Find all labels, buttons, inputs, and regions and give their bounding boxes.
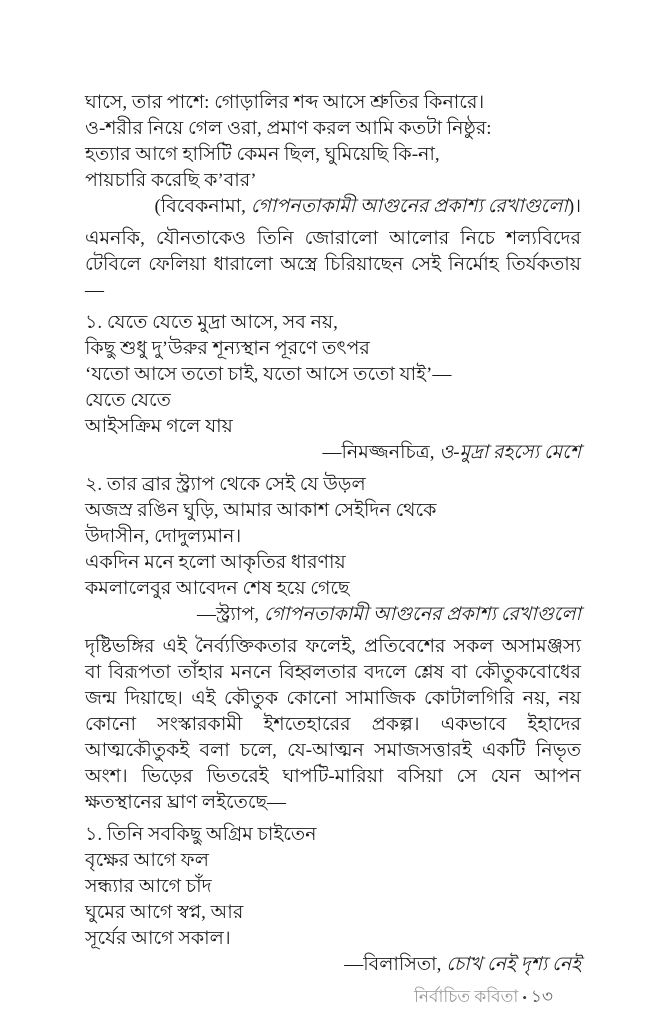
- attribution-source: (বিবেকনামা,: [154, 196, 251, 217]
- work-title: চোখ নেই দৃশ্য নেই: [446, 954, 581, 975]
- poem-line: আইসক্রিম গলে যায়: [85, 416, 233, 437]
- poem-attribution-4: [85, 952, 581, 978]
- poem-line: বৃক্ষের আগে ফল: [85, 850, 209, 871]
- attribution-source: —বিলাসিতা,: [344, 954, 447, 975]
- poem-line: কমলালেবুর আবেদন শেষ হয়ে গেছে: [85, 578, 350, 599]
- page-footer: [85, 984, 581, 1011]
- poem-attribution-3: [85, 602, 581, 628]
- prose-paragraph-2: দৃষ্টিভঙ্গির এই নৈর্ব্যক্তিকতার ফলেই, প্রতিবেশের সকল অসামঞ্জস্য বা বিরূপতা তাঁহার মননে বিহ্বলতার বদলে শ্লেষ বা কৌতুকবোধের জন্ম দিয়াছে। এই কৌতুক কোনো সামাজিক কোটালগিরি নয়, নয় কোনো সংস্কারকামী ইশতেহারের প্রকল্প। একভাবে ইহাদের আত্মকৌতুকই বলা চলে, যে-আত্মন সমাজসত্তারই একটি নিভৃত অংশ। ভিড়ের ভিতরেই ঘাপটি-মারিয়া বসিয়া সে যেন আপন ক্ষতস্থানের ঘ্রাণ লইতেছে—: [85, 636, 581, 813]
- poem-quote-4: [85, 822, 581, 978]
- poem-line: হত্যার আগে হাসিটি কেমন ছিল, ঘুমিয়েছি কি-না,: [85, 144, 440, 165]
- poem-line: সন্ধ্যার আগে চাঁদ: [85, 876, 212, 897]
- poem-line: ১. যেতে যেতে মুদ্রা আসে, সব নয়,: [85, 312, 338, 333]
- poem-line: একদিন মনে হলো আকৃতির ধারণায়: [85, 552, 346, 573]
- attribution-close: )।: [567, 196, 581, 217]
- poem-line: ও-শরীর নিয়ে গেল ওরা, প্রমাণ করল আমি কতটা নিষ্ঠুর:: [85, 118, 492, 139]
- poem-line: উদাসীন, দোদুল্যমান।: [85, 526, 242, 547]
- poem-line: ১. তিনি সবকিছু অগ্রিম চাইতেন: [85, 824, 317, 845]
- footer-book-title: নির্বাচিত কবিতা: [413, 987, 519, 1006]
- poem-quote-1: [85, 90, 581, 220]
- footer-page-number: ১৩: [530, 987, 553, 1006]
- poem-attribution-2: [85, 440, 581, 466]
- work-title: গোপনতাকামী আগুনের প্রকাশ্য রেখাগুলো: [263, 604, 581, 625]
- poem-line: সূর্যের আগে সকাল।: [85, 928, 231, 949]
- attribution-source: —নিমজ্জনচিত্র,: [322, 442, 440, 463]
- poem-line: যেতে যেতে: [85, 390, 171, 411]
- poem-line: ঘুমের আগে স্বপ্ন, আর: [85, 902, 244, 923]
- poem-line: কিছু শুধু দু’উরুর শূন্যস্থান পূরণে তৎপর: [85, 338, 370, 359]
- poem-line: পায়চারি করেছি ক’বার’: [85, 170, 257, 191]
- poem-line: ‘যতো আসে ততো চাই, যতো আসে ততো যাই’—: [85, 364, 452, 385]
- poem-quote-2: [85, 310, 581, 466]
- poem-line: ২. তার ব্রার স্ট্র্যাপ থেকে সেই যে উড়ল: [85, 474, 366, 495]
- prose-paragraph-1: এমনকি, যৌনতাকেও তিনি জোরালো আলোর নিচে শল্যবিদের টেবিলে ফেলিয়া ধারালো অস্ত্রে চিরিয়াছেন সেই নির্মোহ তির্যকতায়—: [85, 228, 581, 301]
- work-title: ও-মুদ্রা রহস্যে মেশে: [439, 442, 581, 463]
- poem-quote-3: [85, 472, 581, 628]
- poem-line: অজস্র রঙিন ঘুড়ি, আমার আকাশ সেইদিন থেকে: [85, 500, 437, 521]
- work-title: গোপনতাকামী আগুনের প্রকাশ্য রেখাগুলো: [250, 196, 568, 217]
- poem-line: ঘাসে, তার পাশে: গোড়ালির শব্দ আসে শ্রুতির কিনারে।: [85, 92, 485, 113]
- poem-attribution-1: [85, 194, 581, 220]
- footer-bullet-separator: •: [522, 990, 527, 1005]
- attribution-source: —স্ট্র্যাপ,: [196, 604, 264, 625]
